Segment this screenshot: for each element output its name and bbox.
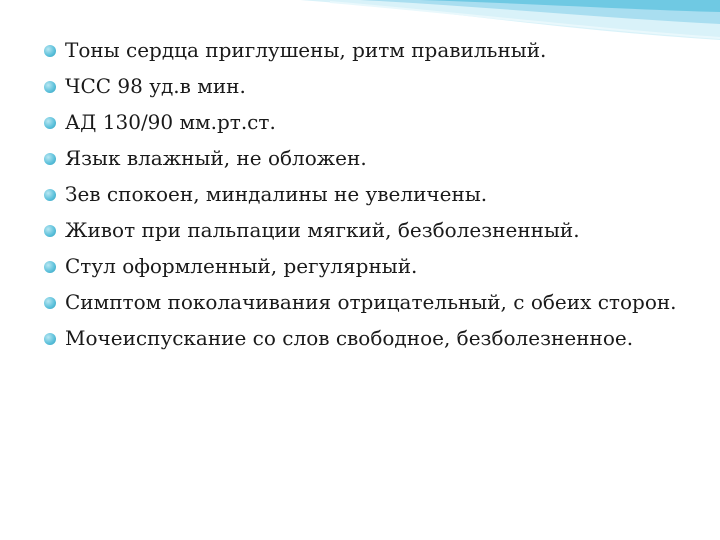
bullet-dot-icon (44, 297, 56, 309)
list-item (44, 108, 684, 136)
list-item (44, 252, 684, 280)
bullet-dot-icon (44, 261, 56, 273)
bullet-dot-icon (44, 153, 56, 165)
list-item-text: Симптом поколачивания отрицательный, с обеих сторон. (65, 290, 677, 314)
list-item-text: Мочеиспускание со слов свободное, безболезненное. (65, 326, 634, 350)
list-item (44, 72, 684, 100)
bullet-dot-icon (44, 81, 56, 93)
list-item-text: Тоны сердца приглушены, ритм правильный. (65, 38, 547, 62)
bullet-dot-icon (44, 117, 56, 129)
list-item-text: Стул оформленный, регулярный. (65, 254, 418, 278)
list-item (44, 216, 684, 244)
list-item (44, 144, 684, 172)
list-item-text: Зев спокоен, миндалины не увеличены. (65, 182, 488, 206)
bullet-dot-icon (44, 45, 56, 57)
list-item-text: АД 130/90 мм.рт.ст. (65, 110, 276, 134)
bullet-dot-icon (44, 189, 56, 201)
list-item (44, 180, 684, 208)
list-item (44, 36, 684, 64)
bullet-dot-icon (44, 333, 56, 345)
list-item (44, 324, 684, 352)
bullet-list (44, 36, 684, 360)
list-item-text: ЧСС 98 уд.в мин. (65, 74, 246, 98)
bullet-dot-icon (44, 225, 56, 237)
list-item-text: Язык влажный, не обложен. (65, 146, 367, 170)
list-item-text: Живот при пальпации мягкий, безболезненный. (65, 218, 580, 242)
list-item (44, 288, 684, 316)
